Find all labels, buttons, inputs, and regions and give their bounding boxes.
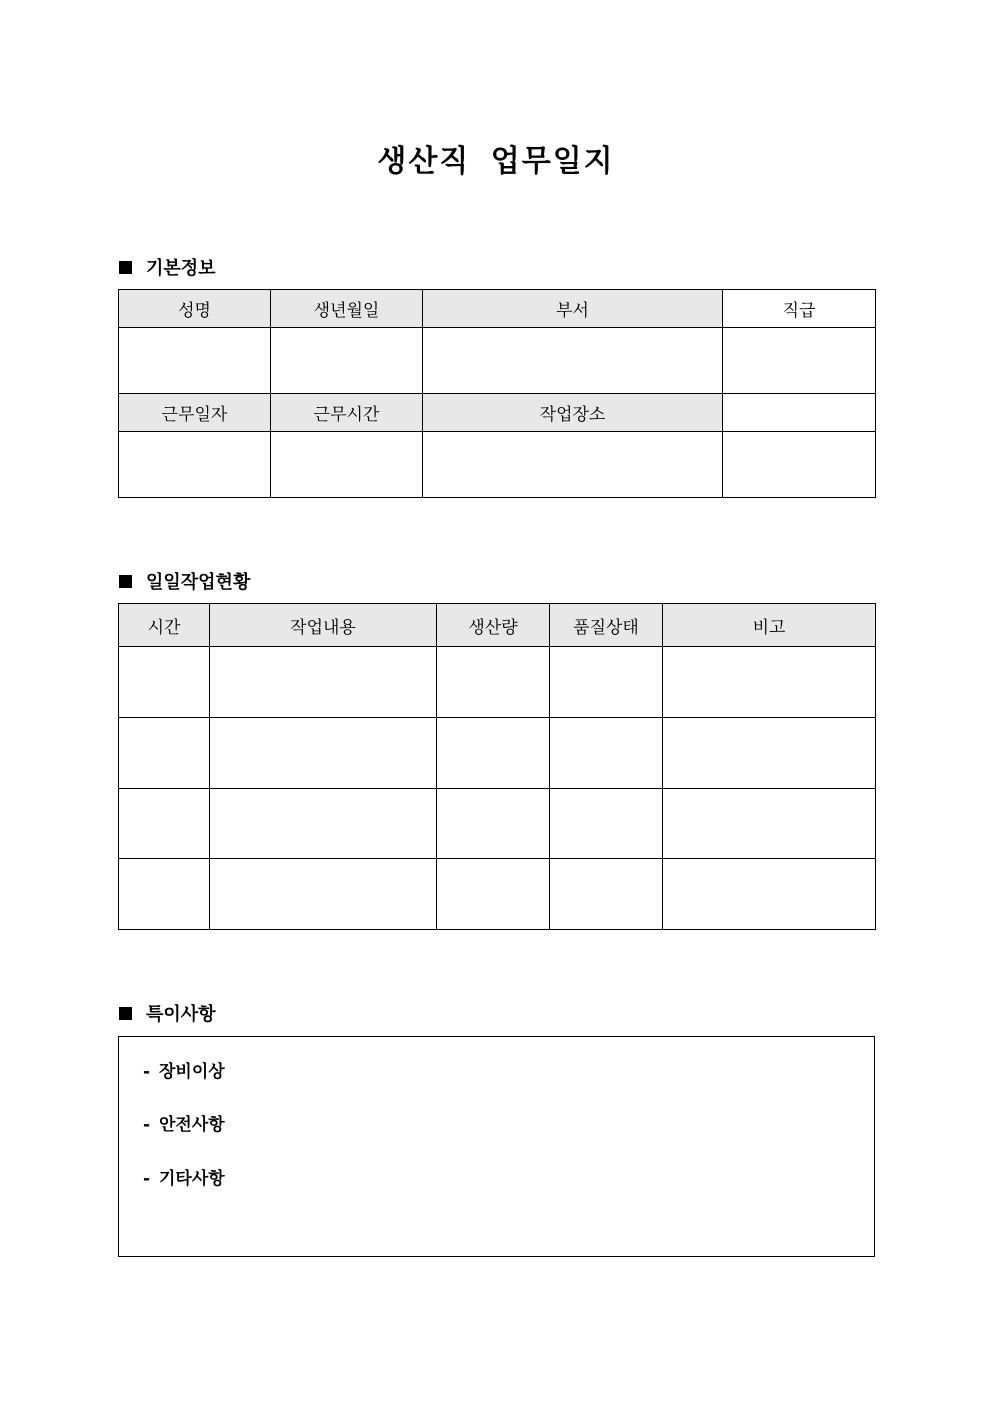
note-label: 기타사항 — [159, 1169, 225, 1189]
cell-output[interactable] — [437, 789, 550, 859]
input-cell-name[interactable] — [119, 328, 271, 394]
dash-bullet: - — [143, 1169, 151, 1189]
daily-work-table — [118, 603, 876, 930]
input-cell-extra[interactable] — [723, 432, 876, 498]
basic-info-header-row-1 — [119, 290, 876, 328]
input-cell-work-location[interactable] — [423, 432, 723, 498]
section-heading-label: 기본정보 — [146, 258, 216, 279]
dash-bullet: - — [143, 1062, 151, 1082]
square-bullet-icon — [119, 261, 132, 274]
basic-info-header-row-2 — [119, 394, 876, 432]
basic-info-input-row-1 — [119, 328, 876, 394]
section-heading-notes — [119, 1000, 216, 1026]
cell-remarks[interactable] — [663, 859, 876, 930]
input-cell-birthdate[interactable] — [271, 328, 423, 394]
section-heading-label: 특이사항 — [146, 1004, 216, 1025]
section-heading-label: 일일작업현황 — [146, 572, 251, 593]
header-cell-department: 부서 — [423, 290, 723, 328]
note-label: 장비이상 — [159, 1062, 225, 1082]
header-cell-output: 생산량 — [437, 604, 550, 647]
header-cell-work-date: 근무일자 — [119, 394, 271, 432]
cell-remarks[interactable] — [663, 789, 876, 859]
basic-info-input-row-2 — [119, 432, 876, 498]
daily-work-header-row — [119, 604, 876, 647]
basic-info-table — [118, 289, 876, 498]
document-title: 생산직 업무일지 — [377, 144, 615, 179]
cell-time[interactable] — [119, 789, 210, 859]
note-item-equipment — [143, 1057, 225, 1082]
note-item-other — [143, 1164, 225, 1189]
header-cell-task: 작업내용 — [210, 604, 437, 647]
cell-quality[interactable] — [550, 789, 663, 859]
header-cell-position: 직급 — [723, 290, 876, 328]
table-row — [119, 718, 876, 789]
cell-time[interactable] — [119, 647, 210, 718]
cell-quality[interactable] — [550, 859, 663, 930]
input-cell-work-date[interactable] — [119, 432, 271, 498]
dash-bullet: - — [143, 1115, 151, 1135]
header-cell-remarks: 비고 — [663, 604, 876, 647]
cell-remarks[interactable] — [663, 647, 876, 718]
input-cell-position[interactable] — [723, 328, 876, 394]
table-row — [119, 647, 876, 718]
section-heading-basic-info — [119, 254, 216, 280]
cell-task[interactable] — [210, 647, 437, 718]
header-cell-work-location: 작업장소 — [423, 394, 723, 432]
cell-output[interactable] — [437, 718, 550, 789]
input-cell-department[interactable] — [423, 328, 723, 394]
header-cell-birthdate: 생년월일 — [271, 290, 423, 328]
header-cell-work-hours: 근무시간 — [271, 394, 423, 432]
table-row — [119, 789, 876, 859]
note-label: 안전사항 — [159, 1115, 225, 1135]
section-heading-daily-work — [119, 568, 250, 594]
cell-output[interactable] — [437, 859, 550, 930]
note-item-safety — [143, 1110, 225, 1135]
cell-task[interactable] — [210, 789, 437, 859]
header-cell-time: 시간 — [119, 604, 210, 647]
input-cell-work-hours[interactable] — [271, 432, 423, 498]
cell-time[interactable] — [119, 718, 210, 789]
cell-task[interactable] — [210, 859, 437, 930]
square-bullet-icon — [119, 1007, 132, 1020]
cell-remarks[interactable] — [663, 718, 876, 789]
square-bullet-icon — [119, 575, 132, 588]
table-row — [119, 859, 876, 930]
empty-header-cell — [723, 394, 876, 432]
header-cell-name: 성명 — [119, 290, 271, 328]
cell-time[interactable] — [119, 859, 210, 930]
cell-quality[interactable] — [550, 718, 663, 789]
cell-quality[interactable] — [550, 647, 663, 718]
cell-output[interactable] — [437, 647, 550, 718]
cell-task[interactable] — [210, 718, 437, 789]
notes-box[interactable] — [118, 1036, 875, 1257]
header-cell-quality: 품질상태 — [550, 604, 663, 647]
